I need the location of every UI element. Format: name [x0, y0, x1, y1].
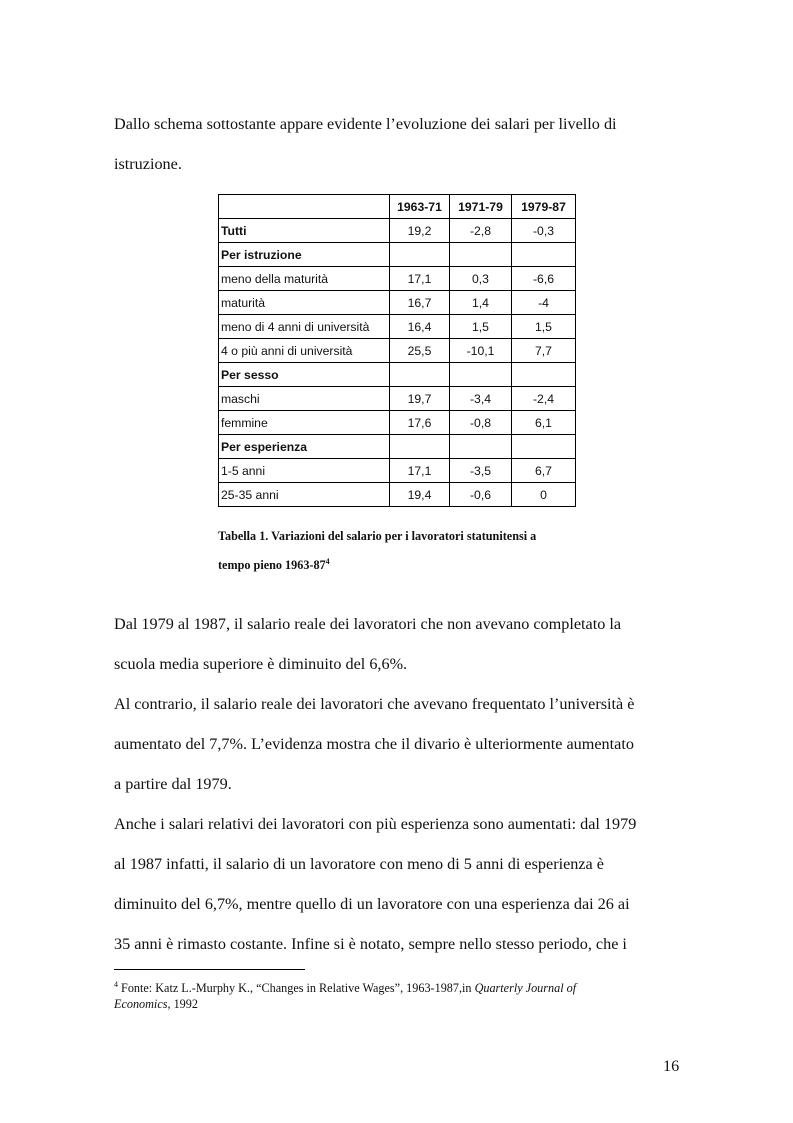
table-cell [390, 435, 450, 459]
table-cell: 17,6 [390, 411, 450, 435]
footnote-journal-title: Quarterly Journal of [474, 981, 577, 996]
table-cell [390, 243, 450, 267]
body-line: a partire dal 1979. [114, 775, 232, 793]
intro-line: istruzione. [114, 155, 182, 173]
table-cell: -0,8 [450, 411, 512, 435]
row-label: maturità [219, 291, 390, 315]
intro-line: Dallo schema sottostante appare evidente l’evoluzione dei salari per livello di [114, 115, 617, 133]
table-cell: -2,4 [512, 387, 576, 411]
table-row [219, 387, 576, 411]
table-caption [218, 524, 578, 578]
table-cell [450, 435, 512, 459]
footnote-journal-title-cont: Economics [114, 997, 168, 1012]
footnote-text: Fonte: Katz L.-Murphy K., “Changes in Relative Wages”, 1963-1987,in [118, 981, 475, 996]
row-label: meno di 4 anni di università [219, 315, 390, 339]
table-cell: -0,3 [512, 219, 576, 243]
page-number: 16 [663, 1057, 680, 1075]
body-line: Al contrario, il salario reale dei lavoratori che avevano frequentato l’università è [114, 695, 635, 713]
body-line: Dal 1979 al 1987, il salario reale dei lavoratori che non avevano completato la [114, 615, 622, 633]
table-row [219, 243, 576, 267]
row-group-label: Per sesso [219, 363, 390, 387]
body-line: Anche i salari relativi dei lavoratori con più esperienza sono aumentati: dal 1979 [114, 815, 637, 833]
table-cell: -0,6 [450, 483, 512, 507]
table-cell [450, 243, 512, 267]
table-row [219, 315, 576, 339]
row-label: meno della maturità [219, 267, 390, 291]
table-cell [390, 363, 450, 387]
body-line: 35 anni è rimasto costante. Infine si è notato, sempre nello stesso periodo, che i [114, 935, 627, 953]
table-cell: 0 [512, 483, 576, 507]
caption-line-2: tempo pieno 1963-87 [218, 558, 326, 573]
header-cell-1979-87: 1979-87 [512, 195, 576, 219]
body-line: diminuito del 6,7%, mentre quello di un lavoratore con una esperienza dai 26 ai [114, 895, 630, 913]
caption-line-1: Tabella 1. Variazioni del salario per i lavoratori statunitensi a [218, 529, 537, 543]
table-cell [512, 243, 576, 267]
footnote-number: 4 [114, 980, 118, 989]
header-cell-1963-71: 1963-71 [390, 195, 450, 219]
table-header-row [219, 195, 576, 219]
table-cell [450, 363, 512, 387]
table-body [219, 219, 576, 507]
table-row [219, 339, 576, 363]
table-cell: 17,1 [390, 459, 450, 483]
table-row [219, 435, 576, 459]
table-cell: 1,4 [450, 291, 512, 315]
table-cell: 16,4 [390, 315, 450, 339]
table-cell: -2,8 [450, 219, 512, 243]
body-line: aumentato del 7,7%. L’evidenza mostra che il divario è ulteriormente aumentato [114, 735, 634, 753]
table-cell: 7,7 [512, 339, 576, 363]
table-row [219, 267, 576, 291]
table-cell: -6,6 [512, 267, 576, 291]
row-label: 25-35 anni [219, 483, 390, 507]
body-paragraph [114, 604, 674, 964]
wage-variation-table [218, 194, 576, 507]
table-cell [512, 435, 576, 459]
table-cell: 6,1 [512, 411, 576, 435]
table-cell: 1,5 [450, 315, 512, 339]
table-row [219, 219, 576, 243]
table-row [219, 459, 576, 483]
intro-paragraph [114, 104, 674, 184]
table-cell: 17,1 [390, 267, 450, 291]
footnote [114, 977, 674, 1012]
table-cell: 0,3 [450, 267, 512, 291]
table-cell: 19,4 [390, 483, 450, 507]
table-cell [512, 363, 576, 387]
row-label: femmine [219, 411, 390, 435]
table-cell: 16,7 [390, 291, 450, 315]
row-label: maschi [219, 387, 390, 411]
table-row [219, 483, 576, 507]
header-cell-empty [219, 195, 390, 219]
table-cell: -10,1 [450, 339, 512, 363]
row-group-label: Tutti [219, 219, 390, 243]
table-cell: -4 [512, 291, 576, 315]
table-cell: 19,7 [390, 387, 450, 411]
row-label: 4 o più anni di università [219, 339, 390, 363]
caption-footnote-ref: 4 [325, 557, 330, 566]
table-cell: 25,5 [390, 339, 450, 363]
table-cell: -3,4 [450, 387, 512, 411]
footnote-divider [114, 969, 305, 970]
table-cell: 6,7 [512, 459, 576, 483]
table-cell: 19,2 [390, 219, 450, 243]
header-cell-1971-79: 1971-79 [450, 195, 512, 219]
row-label: 1-5 anni [219, 459, 390, 483]
table-cell: 1,5 [512, 315, 576, 339]
body-line: al 1987 infatti, il salario di un lavoratore con meno di 5 anni di esperienza è [114, 855, 604, 873]
row-group-label: Per esperienza [219, 435, 390, 459]
body-line: scuola media superiore è diminuito del 6,6%. [114, 655, 408, 673]
row-group-label: Per istruzione [219, 243, 390, 267]
table-row [219, 411, 576, 435]
table-cell: -3,5 [450, 459, 512, 483]
table-row [219, 363, 576, 387]
table-row [219, 291, 576, 315]
footnote-year: , 1992 [167, 997, 198, 1012]
